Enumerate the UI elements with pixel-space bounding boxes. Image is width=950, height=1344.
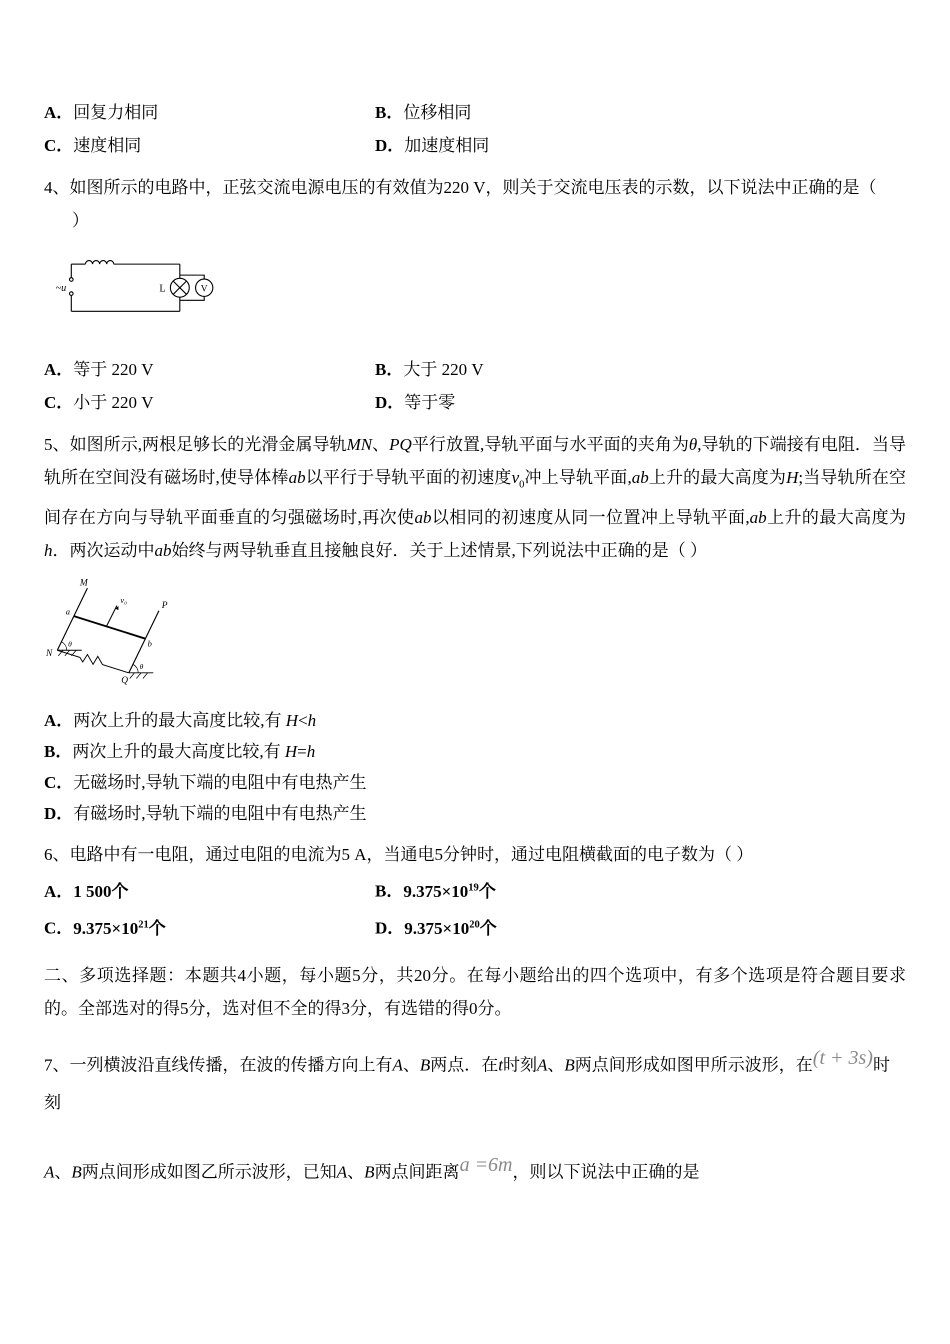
option-letter: D． bbox=[375, 393, 405, 412]
option-text: 大于 220 V bbox=[403, 360, 484, 379]
options-row bbox=[44, 908, 906, 945]
option-cell-a bbox=[44, 96, 375, 129]
option-row-b bbox=[44, 736, 906, 767]
q4-options bbox=[44, 353, 906, 419]
option-cell-a bbox=[44, 875, 375, 908]
option-text: 加速度相同 bbox=[404, 136, 490, 155]
option-text: 位移相同 bbox=[403, 103, 472, 122]
option-text: 等于零 bbox=[404, 393, 456, 412]
option-text: $9.375\times 10^{21}$个 bbox=[73, 918, 166, 938]
rail-pq bbox=[129, 611, 159, 673]
option-cell-d bbox=[375, 129, 489, 162]
option-letter: C． bbox=[44, 136, 74, 155]
option-letter: A． bbox=[44, 360, 74, 379]
option-cell-d bbox=[375, 908, 497, 945]
option-text: $9.375\times 10^{20}$个 bbox=[404, 918, 497, 938]
option-cell-b bbox=[375, 871, 496, 908]
option-text: 等于 220 V bbox=[73, 360, 154, 379]
option-text: 无磁场时,导轨下端的电阻中有电热产生 bbox=[73, 773, 367, 793]
option-text: $9.375\times 10^{19}$个 bbox=[403, 882, 496, 902]
options-row bbox=[44, 871, 906, 908]
theta1-label: θ bbox=[68, 639, 72, 649]
option-letter: B． bbox=[44, 742, 73, 762]
option-letter: B． bbox=[375, 360, 404, 379]
q7-line1: 7、一列横波沿直线传播，在波的传播方向上有A、B两点．在t时刻A、B两点间形成如图甲所示波形，在(t + 3s)时刻 bbox=[44, 1046, 890, 1113]
rail-label-q: Q bbox=[121, 676, 129, 687]
rail-label-p: P bbox=[161, 601, 168, 612]
options-row bbox=[44, 96, 906, 129]
options-row bbox=[44, 353, 906, 386]
v0-label: v₀ bbox=[120, 595, 128, 606]
option-letter: C． bbox=[44, 393, 74, 412]
option-cell-b bbox=[375, 353, 484, 386]
q6-stem: 6、电路中有一电阻，通过电阻的电流为5 A，当通电5分钟时，通过电阻横截面的电子数为（ ） bbox=[44, 845, 754, 865]
q6-options bbox=[44, 871, 906, 944]
option-letter: D． bbox=[375, 918, 405, 938]
source-terminal-top bbox=[69, 278, 73, 282]
option-text: 两次上升的最大高度比较,有 H<h bbox=[73, 711, 317, 731]
option-letter: D． bbox=[44, 804, 74, 824]
option-text: 小于 220 V bbox=[73, 393, 154, 412]
lamp-label: L bbox=[159, 283, 166, 295]
option-cell-b bbox=[375, 96, 471, 129]
circuit-diagram-svg bbox=[54, 253, 216, 324]
inductor-coil bbox=[85, 261, 113, 265]
lamp-x bbox=[173, 281, 186, 294]
theta2-arc bbox=[133, 665, 138, 673]
rail-label-n: N bbox=[46, 649, 53, 660]
rail-label-m: M bbox=[79, 578, 88, 589]
option-letter: D． bbox=[375, 136, 405, 155]
q5-rail-figure bbox=[44, 575, 906, 691]
bar-label-b: b bbox=[147, 638, 152, 649]
option-letter: B． bbox=[375, 882, 404, 902]
option-letter: A． bbox=[44, 711, 74, 731]
v0-arrow-line bbox=[106, 606, 117, 627]
q4-circuit-figure bbox=[54, 253, 906, 329]
options-row bbox=[44, 386, 906, 419]
option-row-c bbox=[44, 767, 906, 798]
theta2-label: θ bbox=[139, 662, 144, 672]
option-letter: A． bbox=[44, 103, 74, 122]
option-letter: C． bbox=[44, 918, 74, 938]
option-text: 回复力相同 bbox=[73, 103, 159, 122]
option-text: 两次上升的最大高度比较,有 H=h bbox=[72, 742, 316, 762]
bar-label-a: a bbox=[65, 606, 71, 617]
option-cell-a bbox=[44, 353, 375, 386]
q3-options bbox=[44, 96, 906, 162]
resistor bbox=[57, 651, 128, 674]
option-letter: A． bbox=[44, 882, 74, 902]
q5-stem: 5、如图所示,两根足够长的光滑金属导轨MN、PQ平行放置,导轨平面与水平面的夹角为θ,导轨的下端接有电阻．当导轨所在空间没有磁场时,使导体棒ab以平行于导轨平面的初速度$v_0$冲上导轨平面,ab上升的最大高度为H;当导轨所在空间存在方向与导轨平面垂直的匀强磁场时,再次使ab以相同的初速度从同一位置冲上导轨平面,ab上升的最大高度为h．两次运动中ab始终与两导轨垂直且接触良好．关于上述情景,下列说法中正确的是（ ） bbox=[44, 435, 907, 561]
source-label: ~u bbox=[55, 282, 67, 294]
option-letter: B． bbox=[375, 103, 404, 122]
q4-stem: 4、如图所示的电路中，正弦交流电源电压的有效值为220 V，则关于交流电压表的示数，以下说法中正确的是（ bbox=[44, 178, 877, 197]
option-cell-c bbox=[44, 908, 375, 945]
q5-options bbox=[44, 705, 906, 829]
option-letter: C． bbox=[44, 773, 74, 793]
option-text: 速度相同 bbox=[73, 136, 142, 155]
option-cell-d bbox=[375, 386, 455, 419]
voltmeter-label: V bbox=[200, 284, 208, 295]
option-cell-c bbox=[44, 386, 375, 419]
theta1-arc bbox=[61, 642, 66, 650]
option-row-d bbox=[44, 798, 906, 829]
source-terminal-bottom bbox=[69, 292, 73, 296]
option-cell-c bbox=[44, 129, 375, 162]
circuit-wires bbox=[69, 261, 212, 312]
rail-diagram-svg bbox=[44, 575, 176, 686]
option-text: 有磁场时,导轨下端的电阻中有电热产生 bbox=[73, 804, 367, 824]
options-row bbox=[44, 129, 906, 162]
q4-stem-close: ） bbox=[72, 211, 89, 230]
q7-line2: A、B两点间形成如图乙所示波形，已知A、B两点间距离a =6m，则以下说法中正确的是 bbox=[44, 1154, 700, 1182]
option-row-a bbox=[44, 705, 906, 736]
section2-header: 二、多项选择题：本题共4小题，每小题5分，共20分。在每小题给出的四个选项中，有多个选项是符合题目要求的。全部选对的得5分，选对但不全的得3分，有选错的得0分。 bbox=[44, 965, 906, 1018]
rail-lines bbox=[57, 589, 159, 679]
q7-stem bbox=[44, 1039, 906, 1192]
option-text: 1 500个 bbox=[73, 882, 129, 902]
